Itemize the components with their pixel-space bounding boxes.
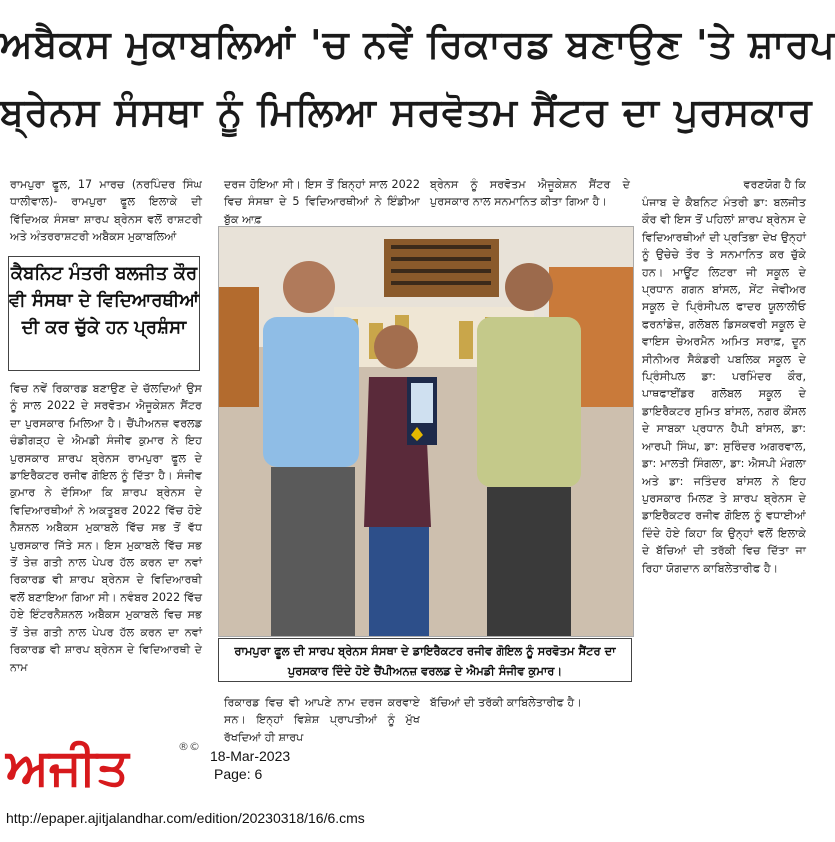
headline-line-2: ਬ੍ਰੇਨਸ ਸੰਸਥਾ ਨੂੰ ਮਿਲਿਆ ਸਰਵੋਤਮ ਸੈਂਟਰ ਦਾ ਪੁਰਸਕਾਰ [0, 90, 813, 134]
headline-line-1: ਅਬੈਕਸ ਮੁਕਾਬਲਿਆਂ 'ਚ ਨਵੇਂ ਰਿਕਾਰਡ ਬਣਾਉਣ 'ਤੇ ਸ਼ਾਰਪ [0, 22, 835, 66]
article-col3-bottom: ਬੱਚਿਆਂ ਦੀ ਤਰੱਕੀ ਕਾਬਿਲੇਤਾਰੀਫ ਹੈ। [430, 696, 582, 709]
page-number: Page: 6 [214, 766, 263, 782]
article-col3-top: ਬ੍ਰੇਨਸ ਨੂੰ ਸਰਵੋਤਮ ਐਜੂਕੇਸ਼ਨ ਸੈਂਟਰ ਦੇ ਪੁਰਸਕਾਰ ਨਾਲ ਸਨਮਾਨਿਤ ਕੀਤਾ ਗਿਆ ਹੈ। [430, 178, 630, 209]
article-col4-lead: ਵਰਣਯੋਗ ਹੈ ਕਿ [743, 178, 806, 191]
edition-date: 18-Mar-2023 [210, 748, 291, 764]
article-col1-bottom: ਵਿਚ ਨਵੇਂ ਰਿਕਾਰਡ ਬਣਾਉਣ ਦੇ ਚੱਲਦਿਆਂ ਉਸ ਨੂੰ ਸਾਲ 2022 ਦੇ ਸਰਵੋਤਮ ਐਜੂਕੇਸ਼ਨ ਸੈਂਟਰ ਦਾ ਪੁਰਸਕਾਰ ਮਿਲਿਆ ਹੈ। ਚੈਂਪੀਅਨਜ਼ ਵਰਲਡ ਚੰਡੀਗੜ੍ਹ ਦੇ ਐਮਡੀ ਸੰਜੀਵ ਕੁਮਾਰ ਨੇ ਇਹ ਪੁਰਸਕਾਰ ਸ਼ਾਰਪ ਬ੍ਰੇਨਸ ਰਾਮਪੁਰਾ ਫੂਲ ਦੇ ਡਾਇਰੈਕਟਰ ਰਜੀਵ ਗੋਇਲ ਨੂੰ ਦਿੱਤਾ ਹੈ। ਸੰਜੀਵ ਕੁਮਾਰ ਨੇ ਦੱਸਿਆ ਕਿ ਸ਼ਾਰਪ ਬ੍ਰੇਨਸ ਦੇ ਵਿਦਿਆਰਥੀਆਂ ਨੇ ਅਕਤੂਬਰ 2022 ਵਿੱਚ ਹੋਏ ਨੈਸ਼ਨਲ ਅਬੈਕਸ ਮੁਕਾਬਲੇ ਵਿੱਚ ਸਭ ਤੋਂ ਵੱਧ ਪੁਰਸਕਾਰ ਜਿੱਤੇ ਸਨ। ਇਸ ਮੁਕਾਬਲੇ ਵਿੱਚ ਸਭ ਤੋਂ ਤੇਜ਼ ਗਤੀ ਨਾਲ ਪੇਪਰ ਹੱਲ ਕਰਨ ਦਾ ਨਵਾਂ ਰਿਕਾਰਡ ਵੀ ਸ਼ਾਰਪ ਬ੍ਰੇਨਸ ਦੇ ਵਿਦਿਆਰਥੀ ਵਲੋਂ ਬਣਾਇਆ ਗਿਆ ਸੀ। ਨਵੰਬਰ 2022 ਵਿੱਚ ਹੋਏ ਇੰਟਰਨੈਸ਼ਨਲ ਅਬੈਕਸ ਮੁਕਾਬਲੇ ਵਿਚ ਸਭ ਤੋਂ ਤੇਜ਼ ਗਤੀ ਨਾਲ ਪੇਪਰ ਹੱਲ ਕਰਨ ਦਾ ਨਵਾਂ ਰਿਕਾਰਡ ਵੀ ਸ਼ਾਰਪ ਬ੍ਰੇਨਸ ਦੇ ਵਿਦਿਆਰਥੀ ਦੇ ਨਾਮ [10, 382, 202, 674]
news-photo [218, 226, 634, 637]
article-col1-top: ਰਾਮਪੁਰਾ ਫੂਲ, 17 ਮਾਰਚ (ਨਰਪਿੰਦਰ ਸਿੰਘ ਧਾਲੀਵਾਲ)- ਰਾਮਪੁਰਾ ਫੂਲ ਇਲਾਕੇ ਦੀ ਵਿੱਦਿਅਕ ਸੰਸਥਾ ਸ਼ਾਰਪ ਬ੍ਰੇਨਸ ਵਲੋਂ ਰਾਸ਼ਟਰੀ ਅਤੇ ਅੰਤਰਰਾਸ਼ਟਰੀ ਅਬੈਕਸ ਮੁਕਾਬਲਿਆਂ [10, 178, 202, 244]
ajit-logo [6, 734, 200, 796]
article-col2-bottom: ਰਿਕਾਰਡ ਵਿਚ ਵੀ ਆਪਣੇ ਨਾਮ ਦਰਜ ਕਰਵਾਏ ਸਨ। ਇਨ੍ਹਾਂ ਵਿਸ਼ੇਸ਼ ਪ੍ਰਾਪਤੀਆਂ ਨੂੰ ਮੁੱਖ ਰੱਖਦਿਆਂ ਹੀ ਸ਼ਾਰਪ [224, 696, 420, 744]
article-col4: ਪੰਜਾਬ ਦੇ ਕੈਬਨਿਟ ਮੰਤਰੀ ਡਾ: ਬਲਜੀਤ ਕੌਰ ਵੀ ਇਸ ਤੋਂ ਪਹਿਲਾਂ ਸ਼ਾਰਪ ਬ੍ਰੇਨਸ ਦੇ ਵਿਦਿਆਰਥੀਆਂ ਦੀ ਪ੍ਰਤਿਭਾ ਦੇਖ ਉਨ੍ਹਾਂ ਨੂੰ ਉਚੇਚੇ ਤੌਰ ਤੇ ਸਨਮਾਨਿਤ ਕਰ ਚੁੱਕੇ ਹਨ। ਮਾਊਂਟ ਲਿਟਰਾ ਜੀ ਸਕੂਲ ਦੇ ਪ੍ਰਧਾਨ ਗਗਨ ਬਾਂਸਲ, ਸੇਂਟ ਜੇਵੀਅਰ ਸਕੂਲ ਦੇ ਪ੍ਰਿੰਸੀਪਲ ਫਾਦਰ ਯੂਲਾਲੀਓ ਫਰਨਾਂਡੇਜ਼, ਗਲੋਬਲ ਡਿਸਕਵਰੀ ਸਕੂਲ ਦੇ ਵਾਇਸ ਚੇਅਰਮੈਨ ਅਮਿਤ ਸਰਾਫ਼, ਦੂਨ ਸੀਨੀਅਰ ਸੈਕੰਡਰੀ ਪਬਲਿਕ ਸਕੂਲ ਦੇ ਪ੍ਰਿੰਸੀਪਲ ਡਾ: ਪਰਮਿੰਦਰ ਕੌਰ, ਪਾਥਫਾਈਂਡਰ ਗਲੋਬਲ ਸਕੂਲ ਦੇ ਡਾਇਰੈਕਟਰ ਸੁਮਿਤ ਬਾਂਸਲ, ਨਗਰ ਕੌਂਸਲ ਦੇ ਸਾਬਕਾ ਪ੍ਰਧਾਨ ਹੈਪੀ ਬਾਂਸਲ, ਡਾ: ਆਰਪੀ ਸਿੰਘ, ਡਾ: ਸੁਰਿੰਦਰ ਅਗਰਵਾਲ, ਡਾ: ਮਾਲਤੀ ਸਿੰਗਲਾ, ਡਾ: ਐਸਪੀ ਮੰਗਲਾ ਅਤੇ ਡਾ: ਜਤਿੰਦਰ ਬਾਂਸਲ ਨੇ ਇਹ ਪੁਰਸਕਾਰ ਮਿਲਣ ਤੇ ਸ਼ਾਰਪ ਬ੍ਰੇਨਸ ਦੇ ਡਾਇਰੈਕਟਰ ਰਜੀਵ ਗੋਇਲ ਨੂੰ ਵਧਾਈਆਂ ਦਿੰਦੇ ਹੋਏ ਕਿਹਾ ਕਿ ਉਨ੍ਹਾਂ ਵਲੋਂ ਇਲਾਕੇ ਦੇ ਬੱਚਿਆਂ ਦੀ ਤਰੱਕੀ ਵਿਚ ਦਿੱਤਾ ਜਾ ਰਿਹਾ ਯੋਗਦਾਨ ਕਾਬਿਲੇਤਾਰੀਫ ਹੈ। [642, 196, 806, 575]
pull-quote-box: ਕੈਬਨਿਟ ਮੰਤਰੀ ਬਲਜੀਤ ਕੌਰ ਵੀ ਸੰਸਥਾ ਦੇ ਵਿਦਿਆਰਥੀਆਂ ਦੀ ਕਰ ਚੁੱਕੇ ਹਨ ਪ੍ਰਸ਼ੰਸਾ [8, 256, 200, 371]
source-url[interactable]: http://epaper.ajitjalandhar.com/edition/20230318/16/6.cms [6, 810, 365, 826]
ajit-logo-mark [6, 734, 200, 796]
article-col2-top: ਦਰਜ ਹੋਇਆ ਸੀ। ਇਸ ਤੋਂ ਬਿਨ੍ਹਾਂ ਸਾਲ 2022 ਵਿਚ ਸੰਸਥਾ ਦੇ 5 ਵਿਦਿਆਰਥੀਆਂ ਨੇ ਇੰਡੀਆ ਬੁੱਕ ਆਫ਼ [224, 178, 420, 226]
photo-illustration [219, 227, 633, 636]
photo-caption: ਰਾਮਪੁਰਾ ਫੂਲ ਦੀ ਸਾਰਪ ਬ੍ਰੇਨਸ ਸੰਸਥਾ ਦੇ ਡਾਇਰੈਕਟਰ ਰਜੀਵ ਗੋਇਲ ਨੂੰ ਸਰਵੋਤਮ ਸੈਂਟਰ ਦਾ ਪੁਰਸਕਾਰ ਦਿੰਦੇ ਹੋਏ ਚੈਂਪੀਅਨਜ਼ ਵਰਲਡ ਦੇ ਐਮਡੀ ਸੰਜੀਵ ਕੁਮਾਰ। [218, 638, 632, 682]
svg-text:ਅਜੀਤ: ਅਜੀਤ [6, 738, 129, 796]
svg-text:®©: ®© [178, 740, 200, 753]
